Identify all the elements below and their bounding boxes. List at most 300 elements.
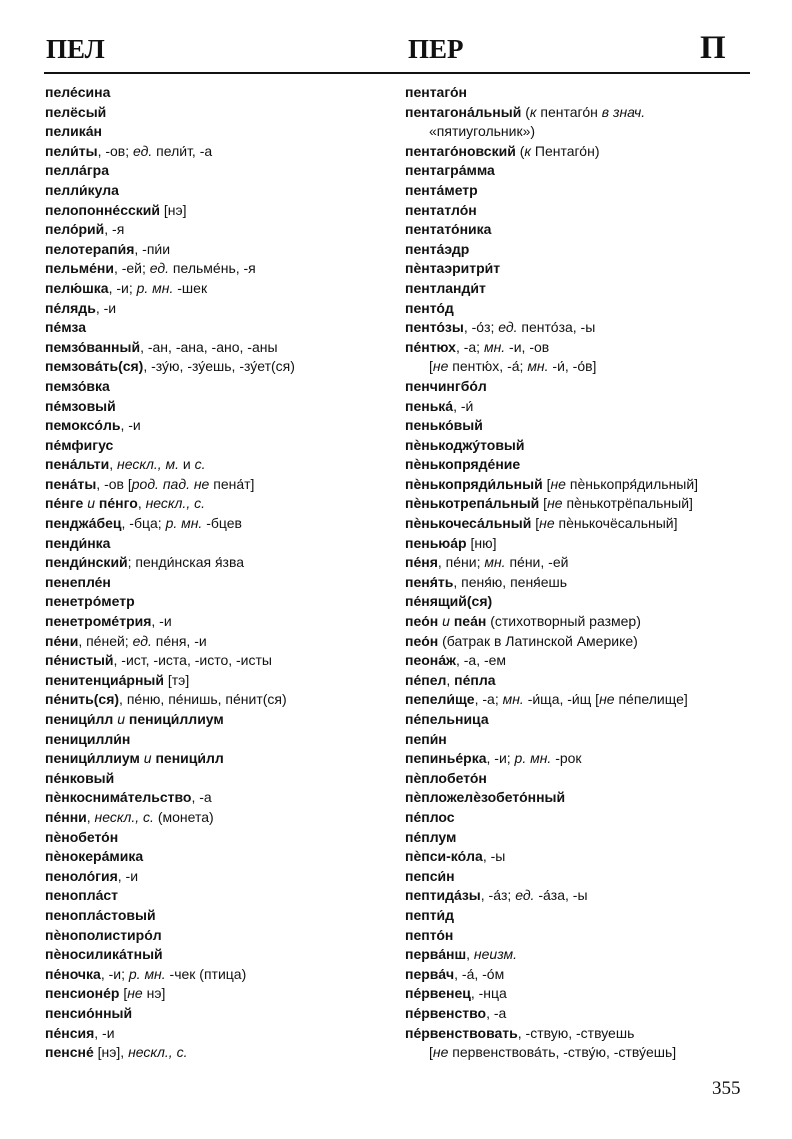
entry-text: , пе́ни; bbox=[437, 554, 485, 571]
dictionary-entry bbox=[405, 984, 750, 1004]
dictionary-entry bbox=[45, 318, 390, 338]
dictionary-entry bbox=[45, 945, 390, 965]
headword: пе́мзовый bbox=[45, 397, 116, 414]
entry-text: -и, -ов bbox=[505, 338, 550, 355]
dictionary-entry bbox=[45, 475, 390, 495]
headword: пемзо́ванный bbox=[45, 338, 141, 355]
dictionary-entry bbox=[405, 906, 750, 926]
headword: пеницилли́н bbox=[45, 730, 131, 747]
dictionary-entry bbox=[405, 377, 750, 397]
headword: пѐнтаэритри́т bbox=[405, 260, 501, 277]
headword: перва́ч bbox=[405, 965, 455, 982]
dictionary-entry bbox=[45, 397, 390, 417]
dictionary-entry bbox=[45, 181, 390, 201]
headword: пѐпси-ко́ла bbox=[405, 848, 483, 865]
headword: перва́нш bbox=[405, 946, 467, 963]
headword: пеона́ж bbox=[405, 652, 456, 669]
grammar-label: р. мн. bbox=[514, 750, 552, 767]
dictionary-entry bbox=[45, 514, 390, 534]
headword: пенитенциа́рный bbox=[45, 671, 164, 688]
headword: пелла́гра bbox=[45, 162, 109, 179]
grammar-label: ед. bbox=[132, 632, 152, 649]
dictionary-entry bbox=[405, 671, 750, 691]
grammar-label: мн. bbox=[527, 358, 549, 375]
entry-text: , -а; bbox=[474, 691, 503, 708]
grammar-label: не bbox=[550, 475, 566, 492]
grammar-label: не bbox=[127, 985, 143, 1002]
headword: пеници́ллиум bbox=[128, 711, 224, 727]
dictionary-entry bbox=[405, 1024, 750, 1044]
entry-text: пе́пелище] bbox=[614, 691, 688, 708]
headword: пепто́н bbox=[405, 926, 454, 943]
entry-text: [тэ] bbox=[163, 671, 190, 688]
headword: пе́ни bbox=[45, 632, 79, 649]
grammar-label: не bbox=[432, 358, 449, 375]
entry-text: [ bbox=[119, 985, 128, 1002]
grammar-label: мн. bbox=[483, 338, 506, 355]
dictionary-entry bbox=[405, 788, 750, 808]
headword: пе́ня bbox=[405, 554, 438, 571]
entry-text: пѐнькочёсальный] bbox=[554, 515, 678, 532]
headword: пенетроме́трия bbox=[45, 613, 152, 630]
grammar-label: не bbox=[432, 1044, 449, 1061]
entry-text: , -а bbox=[486, 1004, 507, 1021]
dictionary-entry bbox=[45, 573, 390, 593]
headword: пептида́зы bbox=[405, 887, 481, 904]
headword: пена́ты bbox=[45, 475, 97, 492]
entry-text: пена́т] bbox=[209, 475, 255, 492]
left-column bbox=[45, 83, 390, 1063]
entry-text: [ bbox=[429, 358, 433, 375]
dictionary-entry bbox=[45, 201, 390, 221]
headword: пело́рий bbox=[45, 221, 105, 238]
entry-text: пели́т, -а bbox=[152, 142, 213, 159]
entry-text: , -и́ bbox=[453, 397, 474, 414]
grammar-label: и bbox=[117, 711, 125, 727]
entry-text: (стихотворный размер) bbox=[486, 613, 641, 630]
grammar-label: р. мн. bbox=[128, 965, 166, 982]
dictionary-entry bbox=[45, 769, 390, 789]
headword: пенетро́метр bbox=[45, 593, 135, 610]
dictionary-entry bbox=[405, 494, 750, 514]
headword: пемзова́ть(ся) bbox=[45, 358, 144, 375]
headword: пенджа́бец bbox=[45, 515, 122, 532]
headword: пемзо́вка bbox=[45, 377, 110, 394]
entry-text: , -а bbox=[191, 789, 212, 806]
dictionary-entry bbox=[405, 338, 750, 358]
headword: пеници́лл bbox=[45, 711, 114, 727]
headword: пе́нни bbox=[45, 808, 87, 825]
headword: пенько́вый bbox=[405, 417, 483, 434]
entry-text: -чек (птица) bbox=[165, 965, 247, 982]
dictionary-entry bbox=[45, 1004, 390, 1024]
entry-text: [ bbox=[531, 515, 540, 532]
dictionary-entry bbox=[45, 651, 390, 671]
entry-text: [ню] bbox=[466, 534, 497, 551]
dictionary-entry bbox=[405, 710, 750, 730]
headword: пѐнокера́мика bbox=[45, 848, 144, 865]
grammar-label: ед. bbox=[149, 260, 170, 277]
dictionary-entry bbox=[405, 534, 750, 554]
dictionary-entry bbox=[405, 926, 750, 946]
grammar-label: и bbox=[442, 613, 450, 630]
entry-text: , -а; bbox=[455, 338, 484, 355]
dictionary-entry bbox=[405, 886, 750, 906]
headword: пельме́ни bbox=[45, 260, 114, 277]
entry-text: пентаго́н bbox=[536, 103, 602, 120]
entry-text: , -ов; bbox=[97, 142, 134, 159]
grammar-label: ед. bbox=[515, 887, 535, 904]
entry-text: , -а́з; bbox=[480, 887, 516, 904]
dictionary-entry bbox=[45, 279, 390, 299]
headword: пѐнькопряди́льный bbox=[405, 475, 543, 492]
entry-text: первенствова́ть, -ству́ю, -ству́ешь] bbox=[448, 1044, 677, 1061]
headword: пепси́н bbox=[405, 867, 455, 884]
entry-text: пе́ня, -и bbox=[151, 632, 207, 649]
grammar-label: мн. bbox=[484, 554, 506, 571]
dictionary-entry bbox=[405, 1043, 750, 1063]
dictionary-entry bbox=[45, 534, 390, 554]
grammar-label: р. мн. bbox=[165, 515, 203, 532]
page-header bbox=[0, 0, 792, 80]
headword: пе́мза bbox=[45, 319, 86, 336]
headword: пентаго́н bbox=[405, 84, 467, 100]
headword: пе́рвенство bbox=[405, 1004, 487, 1021]
entry-text: , -а, -ем bbox=[455, 652, 507, 669]
headword: пенопла́ст bbox=[45, 887, 119, 904]
headword: пентагра́мма bbox=[405, 162, 495, 179]
dictionary-entry bbox=[405, 181, 750, 201]
entry-text: , -и; bbox=[100, 965, 129, 982]
dictionary-entry bbox=[45, 338, 390, 358]
dictionary-entry bbox=[45, 886, 390, 906]
headword: пѐплобето́н bbox=[405, 769, 487, 786]
entry-text: пельме́нь, -я bbox=[169, 260, 256, 277]
dictionary-entry bbox=[45, 103, 390, 123]
page-number: 355 bbox=[712, 1078, 741, 1099]
headword: пента́метр bbox=[405, 181, 478, 198]
dictionary-entry bbox=[405, 220, 750, 240]
entry-text: , пеня́ю, пеня́ешь bbox=[453, 573, 568, 590]
headword: пе́мфигус bbox=[45, 436, 114, 453]
headword: пѐнобето́н bbox=[45, 828, 119, 845]
grammar-label: нескл., с. bbox=[128, 1044, 188, 1061]
headword: пелли́кула bbox=[45, 181, 119, 198]
entry-text: [нэ] bbox=[160, 201, 187, 218]
dictionary-entry bbox=[405, 1004, 750, 1024]
entry-text: , -и bbox=[151, 613, 172, 630]
dictionary-entry bbox=[405, 240, 750, 260]
headword: пѐнополистиро́л bbox=[45, 926, 162, 943]
dictionary-entry bbox=[45, 867, 390, 887]
entry-text: , -бца; bbox=[121, 515, 166, 532]
headword: пеле́сина bbox=[45, 84, 111, 100]
entry-text: , -и; bbox=[486, 750, 515, 767]
dictionary-entry bbox=[405, 142, 750, 162]
entry-text: [ bbox=[429, 1044, 433, 1061]
entry-text: пѐнькопря́дильный] bbox=[565, 475, 699, 492]
entry-text: (монета) bbox=[153, 808, 214, 825]
entry-text: , bbox=[446, 671, 455, 688]
headword: пе́нистый bbox=[45, 652, 114, 669]
dictionary-entry bbox=[405, 847, 750, 867]
headword: пенопла́стовый bbox=[45, 906, 156, 923]
dictionary-entry bbox=[405, 612, 750, 632]
headword: пелю́шка bbox=[45, 279, 109, 296]
headword: пеници́лл bbox=[155, 750, 224, 767]
grammar-label: нескл., с. bbox=[145, 495, 205, 512]
entry-text: , -и bbox=[120, 417, 141, 434]
dictionary-entry bbox=[45, 122, 390, 142]
dictionary-entry bbox=[45, 1024, 390, 1044]
entry-text: Пентаго́н) bbox=[531, 142, 600, 159]
headword: пенто́зы bbox=[405, 319, 464, 336]
headword: пепи́н bbox=[405, 730, 447, 747]
headword: пелопонне́сский bbox=[45, 201, 161, 218]
entry-text: , bbox=[109, 456, 117, 473]
headword: пѐпложелѐзобето́нный bbox=[405, 789, 566, 806]
headword: пе́плум bbox=[405, 828, 457, 845]
dictionary-entry bbox=[45, 436, 390, 456]
entry-text: (батрак в Латинской Америке) bbox=[438, 632, 638, 649]
dictionary-entry bbox=[405, 201, 750, 221]
dictionary-entry bbox=[45, 632, 390, 652]
entry-text: -бцев bbox=[202, 515, 242, 532]
headword: пео́н bbox=[405, 632, 439, 649]
dictionary-entry bbox=[45, 240, 390, 260]
dictionary-entry bbox=[405, 749, 750, 769]
headword: пентатло́н bbox=[405, 201, 477, 218]
headword: пеньюа́р bbox=[405, 534, 467, 551]
dictionary-entry bbox=[405, 632, 750, 652]
grammar-label: неизм. bbox=[473, 946, 518, 963]
headword: пепти́д bbox=[405, 906, 455, 923]
dictionary-entry bbox=[405, 357, 750, 377]
dictionary-entry bbox=[45, 299, 390, 319]
dictionary-entry bbox=[405, 945, 750, 965]
entry-text: пентю́х, -а́; bbox=[448, 358, 528, 375]
headword: пемоксо́ль bbox=[45, 417, 121, 434]
grammar-label: и bbox=[87, 495, 96, 512]
entry-text: , -ан, -ана, -ано, -аны bbox=[140, 338, 278, 355]
entry-text: , -и bbox=[95, 299, 117, 316]
grammar-label: к bbox=[524, 142, 531, 159]
headword: пенсио́нный bbox=[45, 1004, 133, 1021]
grammar-label: не bbox=[599, 691, 615, 708]
headword: пенепле́н bbox=[45, 573, 111, 590]
entry-text: ; пенди́нская я́зва bbox=[127, 554, 245, 571]
entry-text: нэ] bbox=[142, 985, 166, 1002]
headword: пентато́ника bbox=[405, 221, 492, 238]
dictionary-entry bbox=[45, 926, 390, 946]
entry-text: , -ы bbox=[482, 848, 506, 865]
headword: пеници́ллиум bbox=[45, 750, 140, 767]
headword: пе́рвенствовать bbox=[405, 1024, 518, 1041]
entry-text: -шек bbox=[173, 279, 208, 296]
dictionary-entry bbox=[45, 592, 390, 612]
headword: пѐнькопряде́ние bbox=[405, 456, 521, 473]
entry-text: [ bbox=[539, 495, 548, 512]
headword: пепели́ще bbox=[405, 691, 475, 708]
headword: пенди́нка bbox=[45, 534, 111, 551]
headword: пентагона́льный bbox=[405, 103, 522, 120]
entry-text: , -ствую, -ствуешь bbox=[517, 1024, 635, 1041]
header-right-guideword: ПЕР bbox=[408, 34, 464, 64]
dictionary-entry bbox=[405, 828, 750, 848]
headword: пенди́нский bbox=[45, 554, 128, 571]
headword: пе́пельница bbox=[405, 711, 489, 727]
dictionary-entry bbox=[45, 847, 390, 867]
dictionary-entry bbox=[45, 455, 390, 475]
entry-text: , пе́ню, пе́нишь, пе́нит(ся) bbox=[119, 691, 287, 708]
entry-text: , bbox=[86, 808, 95, 825]
grammar-label: ед. bbox=[133, 142, 153, 159]
dictionary-entry bbox=[405, 259, 750, 279]
entry-text: , -ов [ bbox=[96, 475, 132, 492]
entry-text: пѐнькотрёпальный] bbox=[562, 495, 693, 512]
dictionary-entry bbox=[45, 690, 390, 710]
dictionary-entry bbox=[45, 416, 390, 436]
entry-text: , -зу́ю, -зу́ешь, -зу́ет(ся) bbox=[143, 358, 295, 375]
headword: пентланди́т bbox=[405, 279, 486, 296]
grammar-label: с. bbox=[194, 456, 206, 473]
entry-text: , -и; bbox=[108, 279, 137, 296]
dictionary-entry bbox=[45, 553, 390, 573]
headword: пенсне́ bbox=[45, 1044, 94, 1061]
entry-text: пенто́за, -ы bbox=[517, 319, 596, 336]
dictionary-entry bbox=[45, 965, 390, 985]
entry-text: пе́ни, -ей bbox=[505, 554, 569, 571]
headword: пѐнкоснима́тельство bbox=[45, 789, 192, 806]
dictionary-entry bbox=[45, 730, 390, 750]
dictionary-entry bbox=[405, 161, 750, 181]
headword: пенсионе́р bbox=[45, 985, 120, 1002]
header-rule bbox=[44, 72, 750, 74]
right-column bbox=[405, 83, 750, 1063]
dictionary-entry bbox=[45, 377, 390, 397]
headword: пе́нящий(ся) bbox=[405, 593, 493, 610]
entry-text: -а́за, -ы bbox=[534, 887, 588, 904]
headword: пеа́н bbox=[453, 613, 487, 630]
dictionary-entry bbox=[405, 83, 750, 103]
dictionary-entry bbox=[45, 494, 390, 514]
grammar-label: род. пад. не bbox=[131, 475, 210, 492]
dictionary-entry bbox=[405, 965, 750, 985]
dictionary-entry bbox=[45, 749, 390, 769]
entry-text: , -я bbox=[104, 221, 125, 238]
entry-text: , -а́, -о́м bbox=[454, 965, 505, 982]
headword: пеня́ть bbox=[405, 573, 454, 590]
grammar-label: не bbox=[539, 515, 555, 532]
headword: пео́н bbox=[405, 613, 439, 630]
entry-text: , -и bbox=[94, 1024, 115, 1041]
headword: пеноло́гия bbox=[45, 867, 118, 884]
headword: пенто́д bbox=[405, 299, 454, 316]
entry-text: , -ист, -иста, -исто, -исты bbox=[113, 652, 272, 669]
dictionary-entry bbox=[405, 730, 750, 750]
dictionary-entry bbox=[405, 651, 750, 671]
entry-text: , bbox=[466, 946, 474, 963]
entry-text: , -нца bbox=[470, 985, 507, 1002]
dictionary-entry bbox=[45, 828, 390, 848]
entry-text: [ bbox=[542, 475, 551, 492]
grammar-label: р. мн. bbox=[136, 279, 174, 296]
dictionary-entry bbox=[405, 299, 750, 319]
headword: пе́нсия bbox=[45, 1024, 95, 1041]
headword: пе́нго bbox=[98, 495, 138, 512]
dictionary-entry bbox=[405, 122, 750, 142]
dictionary-entry bbox=[405, 867, 750, 887]
dictionary-entry bbox=[405, 397, 750, 417]
headword: пена́льти bbox=[45, 456, 110, 473]
headword: пели́ты bbox=[45, 142, 98, 159]
dictionary-entry bbox=[45, 671, 390, 691]
entry-text: , bbox=[137, 495, 146, 512]
entry-text: ( bbox=[515, 142, 525, 159]
dictionary-entry bbox=[45, 259, 390, 279]
grammar-label: к bbox=[529, 103, 537, 120]
headword: пента́эдр bbox=[405, 240, 470, 257]
grammar-label: нескл., с. bbox=[94, 808, 154, 825]
headword: пе́нтюх bbox=[405, 338, 456, 355]
dictionary-entry bbox=[45, 142, 390, 162]
grammar-label: в знач. bbox=[601, 103, 646, 120]
grammar-label: мн. bbox=[502, 691, 524, 708]
dictionary-entry bbox=[45, 808, 390, 828]
dictionary-entry bbox=[405, 279, 750, 299]
dictionary-entry bbox=[405, 808, 750, 828]
headword: пе́нковый bbox=[45, 769, 115, 786]
dictionary-entry bbox=[45, 161, 390, 181]
headword: пепинье́рка bbox=[405, 750, 487, 767]
headword: пѐнькоджу́товый bbox=[405, 436, 525, 453]
headword: пе́нить(ся) bbox=[45, 691, 120, 708]
dictionary-entry bbox=[45, 357, 390, 377]
dictionary-entry bbox=[45, 83, 390, 103]
entry-text: «пятиугольник») bbox=[429, 123, 536, 140]
headword: пентаго́новский bbox=[405, 142, 516, 159]
dictionary-entry bbox=[405, 318, 750, 338]
headword: пелотерапи́я bbox=[45, 240, 135, 257]
entry-text: -и́ща, -и́щ [ bbox=[523, 691, 600, 708]
dictionary-entry bbox=[405, 103, 750, 123]
headword: пелика́н bbox=[45, 123, 102, 140]
dictionary-entry bbox=[45, 710, 390, 730]
headword: пѐнькочеса́льный bbox=[405, 515, 532, 532]
dictionary-entry bbox=[45, 1043, 390, 1063]
entry-text: , -о́з; bbox=[463, 319, 499, 336]
entry-text: , пе́ней; bbox=[78, 632, 133, 649]
headword: пелёсый bbox=[45, 103, 107, 120]
headword: пенька́ bbox=[405, 397, 454, 414]
dictionary-entry bbox=[45, 612, 390, 632]
entry-text: [нэ], bbox=[93, 1044, 129, 1061]
grammar-label: ед. bbox=[498, 319, 518, 336]
dictionary-entry bbox=[405, 592, 750, 612]
headword: пе́рвенец bbox=[405, 985, 471, 1002]
dictionary-entry bbox=[405, 769, 750, 789]
dictionary-entry bbox=[405, 455, 750, 475]
dictionary-entry bbox=[405, 553, 750, 573]
entry-text: -и́, -о́в] bbox=[548, 358, 597, 375]
headword: пе́плос bbox=[405, 808, 455, 825]
headword: пѐнькотрепа́льный bbox=[405, 495, 540, 512]
entry-text: , -ей; bbox=[113, 260, 150, 277]
headword: пенчингбо́л bbox=[405, 377, 487, 394]
headword: пѐносилика́тный bbox=[45, 946, 163, 963]
dictionary-entry bbox=[45, 788, 390, 808]
headword: пе́нге bbox=[45, 495, 84, 512]
